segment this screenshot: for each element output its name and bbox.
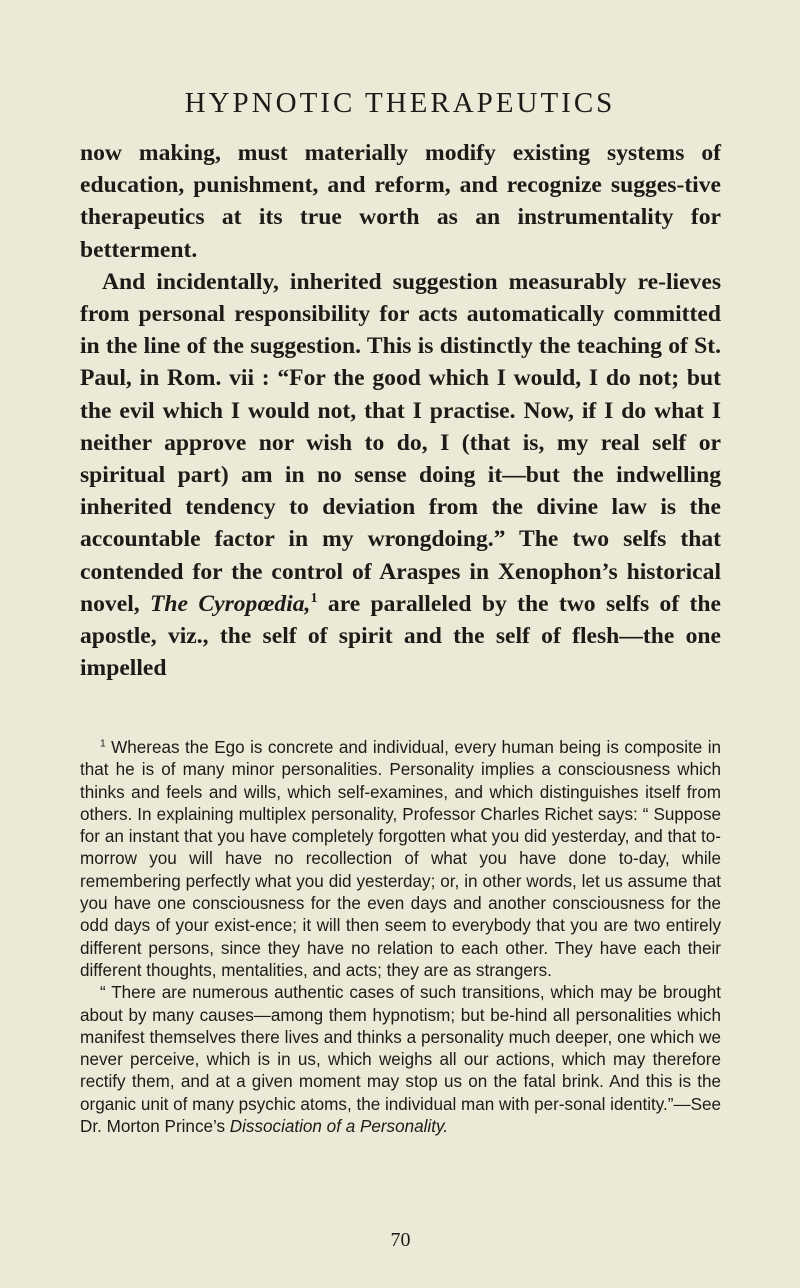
footnote-mark: 1 <box>100 738 106 750</box>
book-title-cyropaedia: The Cyropœdia, <box>150 590 311 617</box>
paragraph-2-end: are paralleled by the two selfs of the apostle, viz., the self of spirit and the self of flesh—the one impelled <box>80 590 721 682</box>
running-head: HYPNOTIC THERAPEUTICS <box>184 87 616 119</box>
paragraph-2 <box>80 266 721 685</box>
footnote-reference: 1 <box>310 589 318 606</box>
footnote-2 <box>80 982 721 1138</box>
footnote-1 <box>80 737 721 982</box>
paragraph-1: now making, must materially modify existing systems of education, punishment, and reform, and recognize sugges-tive therapeutics at its true worth as an instrumentality for betterment. <box>80 140 721 263</box>
footnote-1-text: Whereas the Ego is concrete and individual, every human being is composite in that he is of many minor personalities. Personality implies a consciousness which thinks and feels and wills, which self-examines, and which distinguishes itself from others. In explaining multiplex personality, Professor Charles Richet says: “ Suppose for an instant that you have completely forgotten what you did yesterday, and that to-morrow you will have no recollection of what you have done to-day, while remembering perfectly what you did yesterday; or, in other words, let us assume that you have one consciousness for the even days and another consciousness for the odd days of your exist-ence; it will then seem to everybody that you are two entirely different persons, since they have no relation to each other. They have each their different thoughts, mentalities, and acts; they are as strangers. <box>80 738 721 980</box>
footnote-2-text: “ There are numerous authentic cases of such transitions, which may be brought about by many causes—among them hypnotism; but be-hind all personalities which manifest themselves there lives and thinks a personality much deeper, one which we never perceive, which is in us, which weighs all our actions, which may therefore rectify them, and at a given moment may stop us on the fatal brink. And this is the organic unit of many psychic atoms, the individual man with per-sonal identity.”—See Dr. Morton Prince’s <box>80 983 722 1137</box>
page-number: 70 <box>390 1229 411 1251</box>
book-title-dissociation: Dissociation of a Personality. <box>229 1117 448 1137</box>
body-text <box>80 137 721 684</box>
footnotes <box>80 737 721 1138</box>
paragraph-2-start: And incidentally, inherited suggestion measurably re-lieves from personal responsibility for acts automatically committed in the line of the suggestion. This is distinctly the teaching of St. Paul, in Rom. vii : “For the good which I would, I do not; but the evil which I would not, that I practise. Now, if I do what I neither approve nor wish to do, I (that is, my real self or spiritual part) am in no sense doing it—but the indwelling inherited tendency to deviation from the divine law is the accountable factor in my wrongdoing.” The two selfs that contended for the control of Araspes in Xenophon’s historical novel, <box>80 268 721 617</box>
